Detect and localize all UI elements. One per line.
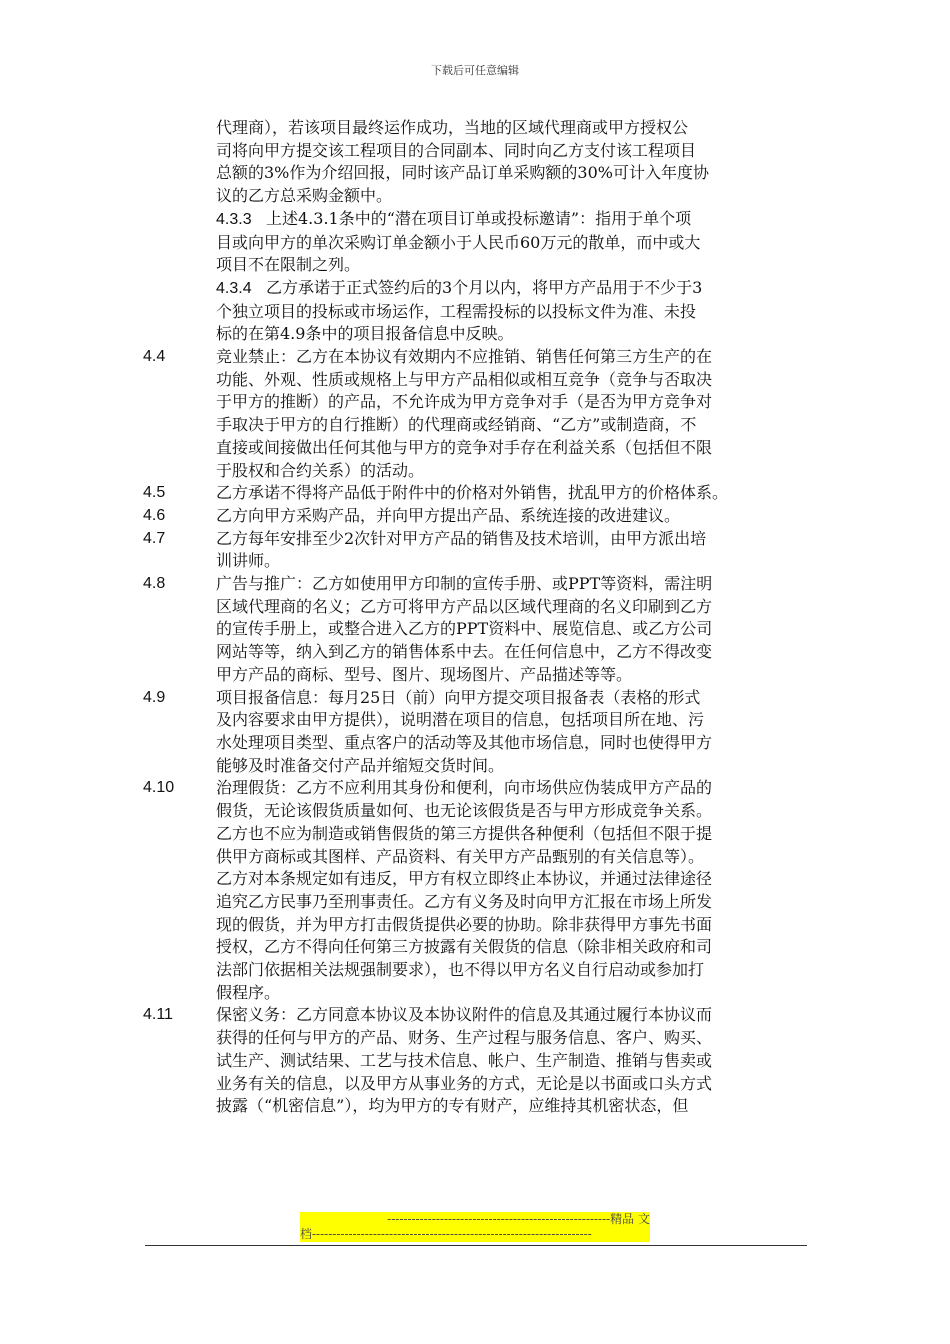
clause-4-11 bbox=[143, 1004, 823, 1118]
clause-text: 项目报备信息：每月25日（前）向甲方提交项目报备表（表格的形式 及内容要求由甲方提供），说明潜在项目的信息，包括项目所在地、污 水处理项目类型、重点客户的活动等及其他市场信息，同时也使得甲方 能够及时准备交付产品并缩短交货时间。 bbox=[216, 687, 713, 775]
text-line: 总额的3%作为介绍回报，同时该产品订单采购额的30%可计入年度协 bbox=[216, 163, 709, 183]
text-line: 代理商），若该项目最终运作成功，当地的区域代理商或甲方授权公 bbox=[216, 118, 689, 137]
footer-watermark-line-2: 档--------------------------------------------------------------------- bbox=[300, 1227, 650, 1242]
clause-text: 乙方每年安排至少2次针对甲方产品的销售及技术培训，由甲方派出培 训讲师。 bbox=[216, 528, 707, 571]
clause-4-8 bbox=[143, 573, 823, 687]
clause-text: 竞业禁止：乙方在本协议有效期内不应推销、销售任何第三方生产的在 功能、外观、性质或规格上与甲方产品相似或相互竞争（竞争与否取决 于甲方的推断）的产品，不允许成为甲方竞争对手（是否为甲方竞争对 手取决于甲方的自行推断）的代理商或经销商、“乙方”或制造商，不 直接或间接做出任何其他与甲方的竞争对手存在利益关系（包括但不限 于股权和合约关系）的活动。 bbox=[216, 347, 713, 480]
footer-watermark-line-1: -------------------------------------------------------精品 文 bbox=[300, 1212, 650, 1227]
clause-4-6 bbox=[143, 505, 823, 528]
clause-text: 乙方承诺不得将产品低于附件中的价格对外销售，扰乱甲方的价格体系。 bbox=[216, 483, 729, 503]
clause-4-3-3 bbox=[216, 208, 806, 277]
clause-number: 4.6 bbox=[143, 506, 166, 524]
text-line: 个独立项目的投标或市场运作，工程需投标的以投标文件为准、未投 bbox=[216, 301, 697, 321]
clause-text: 治理假货：乙方不应利用其身份和便利，向市场供应伪装成甲方产品的 假货，无论该假货质量如何、也无论该假货是否与甲方形成竞争关系。 乙方也不应为制造或销售假货的第三方提供各种便利（包括但不限于提 供甲方商标或其图样、产品资料、有关甲方产品甄别的有关信息等）。 乙方对本条规定如有违反，甲方有权立即终止本协议，并通过法律途径 追究乙方民事乃至刑事责任。乙方有义务及时向甲方汇报在市场上所发 现的假货，并为甲方打击假货提供必要的协助。除非获得甲方事先书面 授权，乙方不得向任何第三方披露有关假货的信息（除非相关政府和司 法部门依据相关法规强制要求），也不得以甲方名义自行启动或参加打 假程序。 bbox=[216, 778, 713, 1002]
clause-number: 4.8 bbox=[143, 575, 166, 593]
clause-number: 4.9 bbox=[143, 688, 166, 706]
clause-number: 4.7 bbox=[143, 529, 166, 547]
clause-number: 4.3.3 bbox=[216, 210, 252, 228]
text-line: 项目不在限制之列。 bbox=[216, 255, 361, 275]
clause-4-5 bbox=[143, 482, 823, 505]
clause-4-4 bbox=[143, 346, 823, 482]
clause-number: 4.10 bbox=[143, 779, 175, 797]
clause-4-7 bbox=[143, 528, 823, 573]
text-line: 议的乙方总采购金额中。 bbox=[216, 186, 393, 206]
clause-4-3-4 bbox=[216, 277, 806, 346]
clause-number: 4.11 bbox=[143, 1006, 173, 1024]
text-line: 4.3.4 乙方承诺于正式签约后的3个月以内，将甲方产品用于不少于3 bbox=[216, 277, 806, 301]
paragraph-continuation bbox=[216, 117, 806, 208]
clause-number: 4.5 bbox=[143, 484, 166, 502]
text-line: 目或向甲方的单次采购订单金额小于人民币60万元的散单，而中或大 bbox=[216, 232, 701, 252]
clause-number: 4.4 bbox=[143, 348, 166, 366]
footer-divider bbox=[145, 1245, 807, 1246]
clause-text: 保密义务：乙方同意本协议及本协议附件的信息及其通过履行本协议而 获得的任何与甲方的产品、财务、生产过程与服务信息、客户、购买、 试生产、测试结果、工艺与技术信息、帐户、生产制造、推销与售卖或 业务有关的信息，以及甲方从事业务的方式，无论是以书面或口头方式 披露（“机密信息”），均为甲方的专有财产，应维持其机密状态，但 bbox=[216, 1005, 713, 1116]
clause-text: 乙方向甲方采购产品，并向甲方提出产品、系统连接的改进建议。 bbox=[216, 505, 681, 525]
clause-text: 广告与推广：乙方如使用甲方印制的宣传手册、或PPT等资料，需注明 区域代理商的名义；乙方可将甲方产品以区域代理商的名义印刷到乙方 的宣传手册上，或整合进入乙方的PPT资料中、展览信息、或乙方公司 网站等等，纳入到乙方的销售体系中去。在任何信息中，乙方不得改变 甲方产品的商标、型号、图片、现场图片、产品描述等等。 bbox=[216, 574, 713, 684]
page-header-note: 下载后可任意编辑 bbox=[431, 64, 519, 77]
clause-number: 4.3.4 bbox=[216, 279, 252, 297]
clause-4-9 bbox=[143, 687, 823, 778]
text-line: 4.3.3 上述4.3.1条中的“潜在项目订单或投标邀请”：指用于单个项 bbox=[216, 208, 806, 232]
clause-4-10 bbox=[143, 777, 823, 1004]
text-line: 司将向甲方提交该工程项目的合同副本、同时向乙方支付该工程项目 bbox=[216, 140, 697, 160]
document-body bbox=[143, 117, 823, 1118]
text-line: 标的在第4.9条中的项目报备信息中反映。 bbox=[216, 324, 514, 344]
